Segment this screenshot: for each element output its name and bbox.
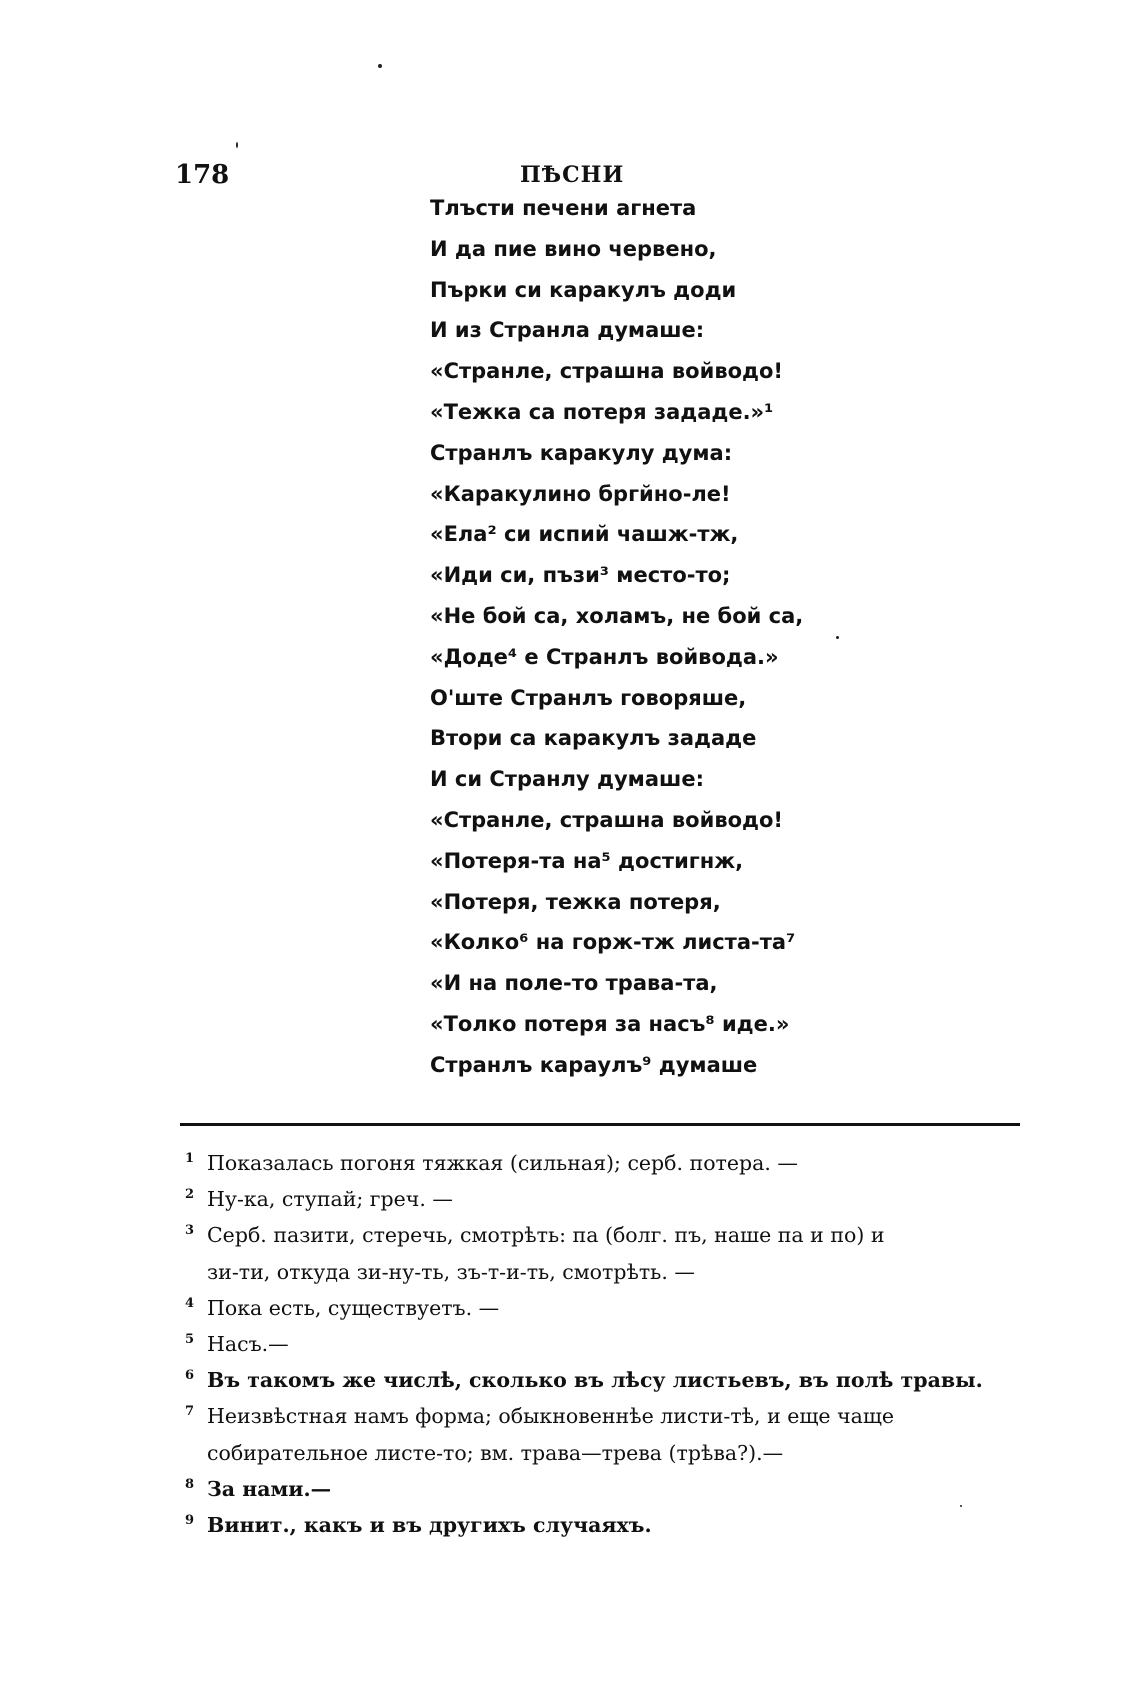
footnote	[185, 1181, 1045, 1217]
verse-line: «Потеря, тежка потеря,	[430, 889, 721, 914]
scan-speck	[960, 1505, 962, 1507]
footnote-number: 3	[185, 1223, 195, 1239]
footnote-continuation: зи-ти, откуда зи-ну-ть, зъ-т-и-ть, смотрѣть. —	[207, 1259, 695, 1284]
verse-line: «Иди си, пъзи³ место-то;	[430, 563, 731, 588]
scan-speck	[378, 64, 382, 68]
footnote	[185, 1362, 1045, 1398]
footnote-number: 8	[185, 1476, 195, 1492]
footnote-number: 6	[185, 1368, 195, 1384]
footnote-number: 7	[185, 1404, 195, 1420]
footnote	[185, 1398, 1045, 1434]
verse-line: И да пие вино червено,	[430, 236, 717, 261]
verse-line: Тлъсти печени агнета	[430, 196, 697, 220]
verse-line: «И на поле-то трава-та,	[430, 971, 718, 996]
footnote	[185, 1145, 1045, 1181]
footnote-number: 5	[185, 1332, 195, 1348]
verse-line: «Доде⁴ е Странлъ войвода.»	[430, 644, 779, 669]
footnote	[185, 1290, 1045, 1326]
verse-line: Странлъ каракулу дума:	[430, 440, 733, 465]
verse-line: «Ела² си испий чашж-тж,	[430, 522, 739, 547]
verse-line: «Не бой са, холамъ, не бой са,	[430, 603, 804, 628]
footnote-text: Въ такомъ же числѣ, сколько въ лѣсу листьевъ, въ полѣ травы.	[207, 1368, 983, 1393]
footnote	[185, 1217, 1045, 1253]
footnote	[185, 1326, 1045, 1362]
verse-line: «Тежка са потеря зададе.»¹	[430, 399, 774, 424]
footnote-number: 2	[185, 1187, 195, 1203]
footnote-text: Показалась погоня тяжкая (сильная); серб. потера. —	[207, 1151, 798, 1175]
footnote-text: Насъ.—	[207, 1332, 289, 1357]
footnote-divider	[180, 1123, 1020, 1126]
footnote-text: За нами.—	[207, 1476, 332, 1501]
verse-line: «Колко⁶ на горж-тж листа-та⁷	[430, 930, 796, 955]
footnote-text: Пока есть, существуетъ. —	[207, 1295, 500, 1320]
footnote	[185, 1471, 1045, 1507]
song-verse	[430, 188, 990, 1086]
footnote-number: 4	[185, 1295, 195, 1311]
verse-line: Странлъ караулъ⁹ думаше	[430, 1052, 758, 1077]
verse-line: Втори са каракулъ зададе	[430, 726, 757, 751]
page-number: 178	[175, 160, 230, 190]
footnote-text: Серб. пазити, стеречь, смотрѣть: па (болг. пъ, наше па и по) и	[207, 1223, 885, 1248]
verse-line: «Странле, страшна войводо!	[430, 807, 784, 832]
verse-line: И из Странла думаше:	[430, 318, 705, 343]
verse-line: «Потеря-та на⁵ достигнж,	[430, 848, 744, 873]
footnote-continuation: собирательное листе-то; вм. трава—трева (трѣва?).—	[207, 1440, 784, 1465]
footnotes	[185, 1145, 1045, 1543]
scan-speck	[836, 636, 839, 639]
verse-line: «Странле, страшна войводо!	[430, 359, 784, 384]
scan-speck	[236, 142, 238, 148]
footnote-text: Неизвѣстная намъ форма; обыкновеннѣе листи-тѣ, и еще чаще	[207, 1404, 895, 1429]
verse-line: «Толко потеря за насъ⁸ иде.»	[430, 1011, 790, 1036]
verse-line: О'ште Странлъ говоряше,	[430, 685, 747, 710]
footnote-text: Ну-ка, ступай; греч. —	[207, 1187, 453, 1212]
footnote-number: 9	[185, 1513, 195, 1529]
verse-line: Пърки си каракулъ доди	[430, 277, 737, 302]
verse-line: «Каракулино бргйно-ле!	[430, 481, 731, 506]
verse-line: И си Странлу думаше:	[430, 767, 704, 792]
footnote	[185, 1507, 1045, 1543]
footnote-text: Винит., какъ и въ другихъ случаяхъ.	[207, 1513, 652, 1538]
footnote-number: 1	[185, 1151, 195, 1166]
running-head: ПѢСНИ	[520, 162, 625, 188]
